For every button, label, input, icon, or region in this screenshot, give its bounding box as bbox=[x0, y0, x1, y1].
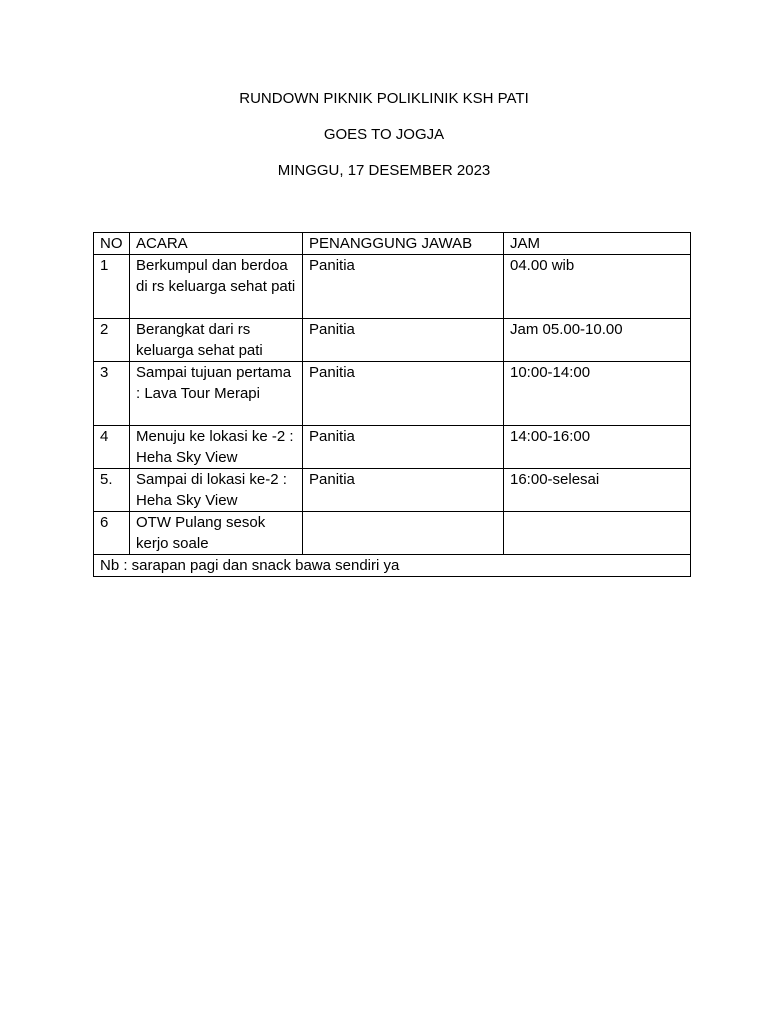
table-row bbox=[94, 469, 691, 512]
document-subtitle: GOES TO JOGJA bbox=[323, 126, 445, 143]
cell-no: 1 bbox=[94, 255, 130, 319]
cell-penanggung-jawab: Panitia bbox=[303, 362, 504, 426]
cell-acara: Berkumpul dan berdoa di rs keluarga sehat pati bbox=[130, 255, 303, 319]
cell-jam: Jam 05.00-10.00 bbox=[504, 319, 691, 362]
document-date: MINGGU, 17 DESEMBER 2023 bbox=[277, 162, 491, 179]
cell-acara: Berangkat dari rs keluarga sehat pati bbox=[130, 319, 303, 362]
cell-no: 5. bbox=[94, 469, 130, 512]
table-row bbox=[94, 319, 691, 362]
header-jam: JAM bbox=[504, 233, 691, 255]
cell-penanggung-jawab: Panitia bbox=[303, 255, 504, 319]
cell-no: 2 bbox=[94, 319, 130, 362]
rundown-table bbox=[93, 232, 691, 577]
cell-jam: 04.00 wib bbox=[504, 255, 691, 319]
cell-penanggung-jawab: Panitia bbox=[303, 469, 504, 512]
cell-no: 4 bbox=[94, 426, 130, 469]
cell-jam: 14:00-16:00 bbox=[504, 426, 691, 469]
table-note-row bbox=[94, 555, 691, 577]
table-row bbox=[94, 512, 691, 555]
table-header-row bbox=[94, 233, 691, 255]
table-row bbox=[94, 362, 691, 426]
header-acara: ACARA bbox=[130, 233, 303, 255]
cell-acara: Sampai tujuan pertama : Lava Tour Merapi bbox=[130, 362, 303, 426]
cell-acara: OTW Pulang sesok kerjo soale bbox=[130, 512, 303, 555]
cell-jam bbox=[504, 512, 691, 555]
header-penanggung-jawab: PENANGGUNG JAWAB bbox=[303, 233, 504, 255]
header-no: NO bbox=[94, 233, 130, 255]
cell-no: 3 bbox=[94, 362, 130, 426]
cell-jam: 16:00-selesai bbox=[504, 469, 691, 512]
cell-jam: 10:00-14:00 bbox=[504, 362, 691, 426]
table-note: Nb : sarapan pagi dan snack bawa sendiri ya bbox=[94, 555, 691, 577]
cell-penanggung-jawab: Panitia bbox=[303, 426, 504, 469]
cell-penanggung-jawab: Panitia bbox=[303, 319, 504, 362]
table-row bbox=[94, 426, 691, 469]
table-row bbox=[94, 255, 691, 319]
cell-penanggung-jawab bbox=[303, 512, 504, 555]
cell-acara: Sampai di lokasi ke-2 : Heha Sky View bbox=[130, 469, 303, 512]
document-title: RUNDOWN PIKNIK POLIKLINIK KSH PATI bbox=[239, 90, 529, 107]
cell-no: 6 bbox=[94, 512, 130, 555]
cell-acara: Menuju ke lokasi ke -2 : Heha Sky View bbox=[130, 426, 303, 469]
